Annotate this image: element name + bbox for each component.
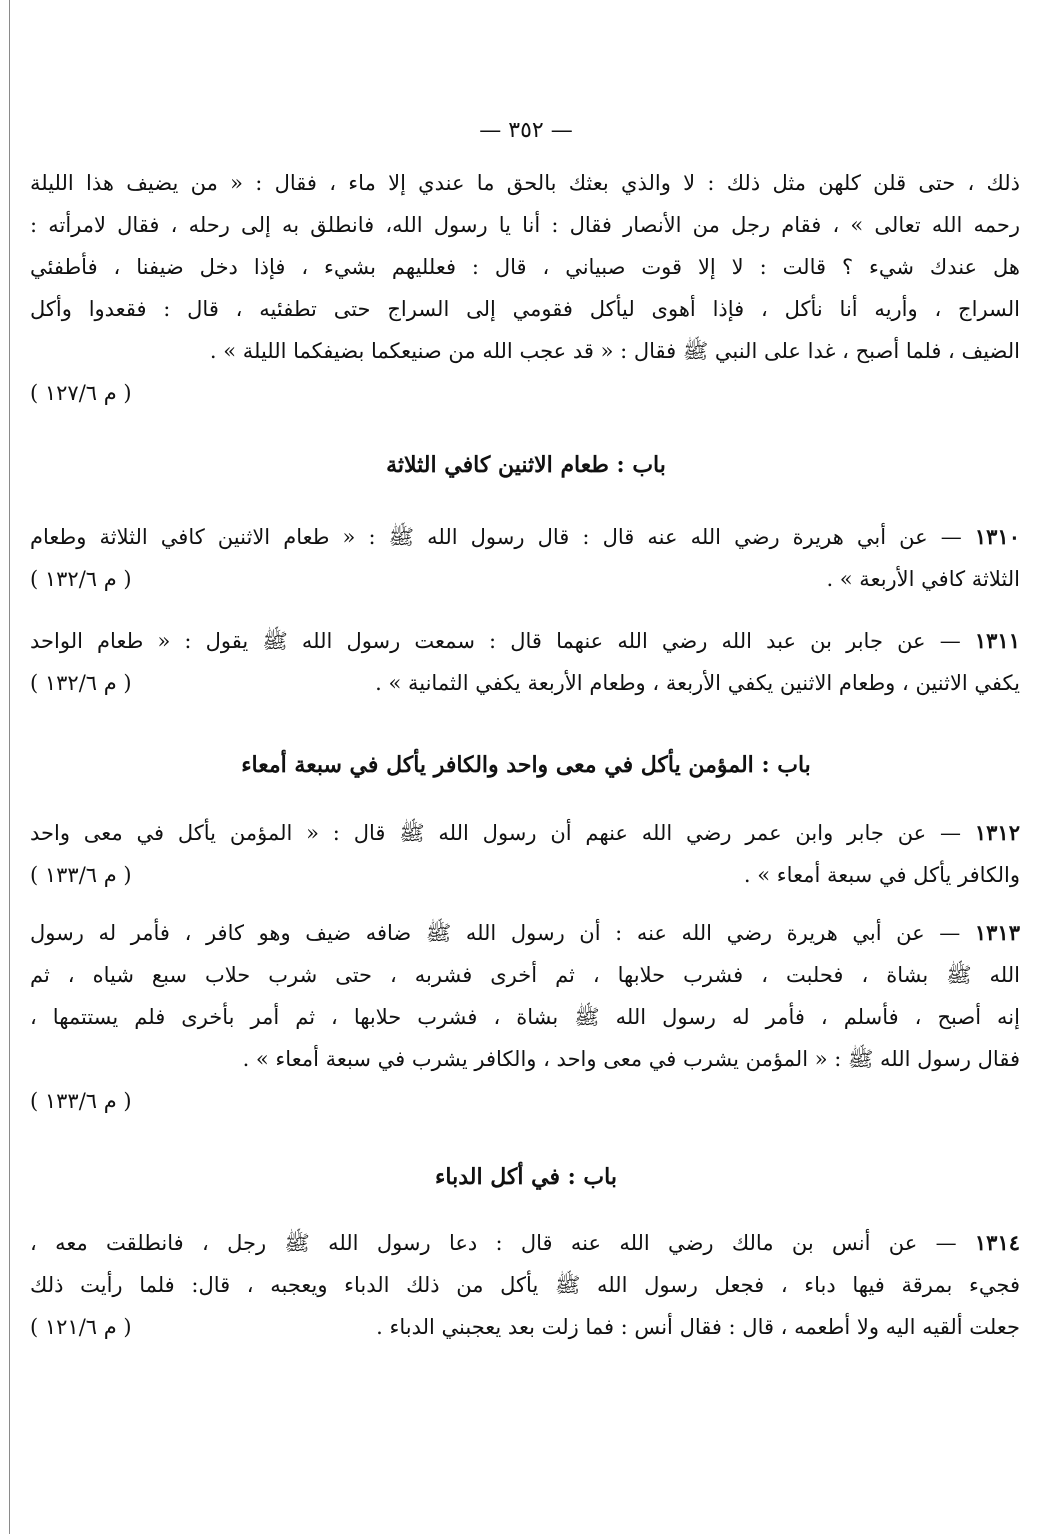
intro-paragraph <box>30 162 1020 414</box>
citation: ( م ١٣٣/٦ ) <box>30 1089 132 1113</box>
text-line: والكافر يأكل في سبعة أمعاء » . <box>743 863 1020 887</box>
hadith-1312 <box>30 812 1020 896</box>
hadith-number: ١٣١٤ <box>974 1230 1021 1255</box>
text-line: جعلت ألقيه اليه ولا أطعمه ، قال : فقال أنس : فما زلت بعد يعجبني الدباء . <box>376 1315 1020 1339</box>
text-line: يكفي الاثنين ، وطعام الاثنين يكفي الأربعة ، وطعام الأربعة يكفي الثمانية » . <box>375 671 1020 695</box>
citation: ( م ١٣٢/٦ ) <box>30 567 132 591</box>
citation: ( م ١٣٢/٦ ) <box>30 671 132 695</box>
text-line: — عن جابر وابن عمر رضي الله عنهم أن رسول الله ﷺ قال : « المؤمن يأكل في معى واحد <box>30 821 962 845</box>
text-line: إنه أصبح ، فأسلم ، فأمر له رسول الله ﷺ بشاة ، فشرب حلابها ، ثم أمر بأخرى فلم يستتمها ، <box>30 1005 1020 1029</box>
text-line: — عن أبي هريرة رضي الله عنه قال : قال رسول الله ﷺ : « طعام الاثنين كافي الثلاثة وطعام <box>30 525 962 549</box>
text-line: — عن جابر بن عبد الله رضي الله عنهما قال : سمعت رسول الله ﷺ يقول : « طعام الواحد <box>30 629 961 653</box>
citation: ( م ١٢١/٦ ) <box>30 1315 132 1339</box>
text-line: الضيف ، فلما أصبح ، غدا على النبي ﷺ فقال : « قد عجب الله من صنيعكما بضيفكما الليلة » . <box>209 339 1020 363</box>
hadith-1313 <box>30 912 1020 1122</box>
page-number: — ٣٥٢ — <box>479 118 573 143</box>
hadith-number: ١٣١٢ <box>974 820 1020 845</box>
text-line: الله ﷺ بشاة ، فحلبت ، فشرب حلابها ، ثم أخرى فشربه ، حتى شرب حلاب سبع شياه ، ثم <box>30 963 1020 987</box>
text-line: فجيء بمرقة فيها دباء ، فجعل رسول الله ﷺ يأكل من ذلك الدباء ويعجبه ، قال: فلما رأيت ذلك <box>30 1273 1020 1297</box>
hadith-number: ١٣١١ <box>974 628 1020 653</box>
text-line: هل عندك شيء ؟ قالت : لا إلا قوت صبياني ، قال : فعلليهم بشيء ، فإذا دخل ضيفنا ، فأطفئي <box>30 255 1020 279</box>
hadith-number: ١٣١٣ <box>974 920 1020 945</box>
hadith-1314 <box>30 1222 1020 1348</box>
text-line: السراج ، وأريه أنا نأكل ، فإذا أهوى ليأكل فقومي إلى السراج حتى تطفئيه ، قال : فقعدوا وأكل <box>30 297 1020 321</box>
hadith-1310 <box>30 516 1020 600</box>
citation: ( م ١٢٧/٦ ) <box>30 381 132 405</box>
section-heading: باب : في أكل الدباء <box>435 1164 617 1190</box>
section-heading: باب : طعام الاثنين كافي الثلاثة <box>386 452 666 478</box>
text-line: ذلك ، حتى قلن كلهن مثل ذلك : لا والذي بعثك بالحق ما عندي إلا ماء ، فقال : « من يضيف هذا الليلة <box>30 171 1020 195</box>
text-line: — عن أنس بن مالك رضي الله عنه قال : دعا رسول الله ﷺ رجل ، فانطلقت معه ، <box>30 1231 957 1255</box>
section-heading: باب : المؤمن يأكل في معى واحد والكافر يأكل في سبعة أمعاء <box>241 752 811 778</box>
hadith-1311 <box>30 620 1020 704</box>
citation: ( م ١٣٣/٦ ) <box>30 863 132 887</box>
hadith-number: ١٣١٠ <box>974 524 1020 549</box>
text-line: رحمه الله تعالى » ، فقام رجل من الأنصار فقال : أنا يا رسول الله، فانطلق به إلى رحله ، فقال لامرأته : <box>30 213 1020 237</box>
text-line: — عن أبي هريرة رضي الله عنه : أن رسول الله ﷺ ضافه ضيف وهو كافر ، فأمر له رسول <box>30 921 961 945</box>
text-line: فقال رسول الله ﷺ : « المؤمن يشرب في معى واحد ، والكافر يشرب في سبعة أمعاء » . <box>242 1047 1020 1071</box>
text-line: الثلاثة كافي الأربعة » . <box>826 567 1020 591</box>
